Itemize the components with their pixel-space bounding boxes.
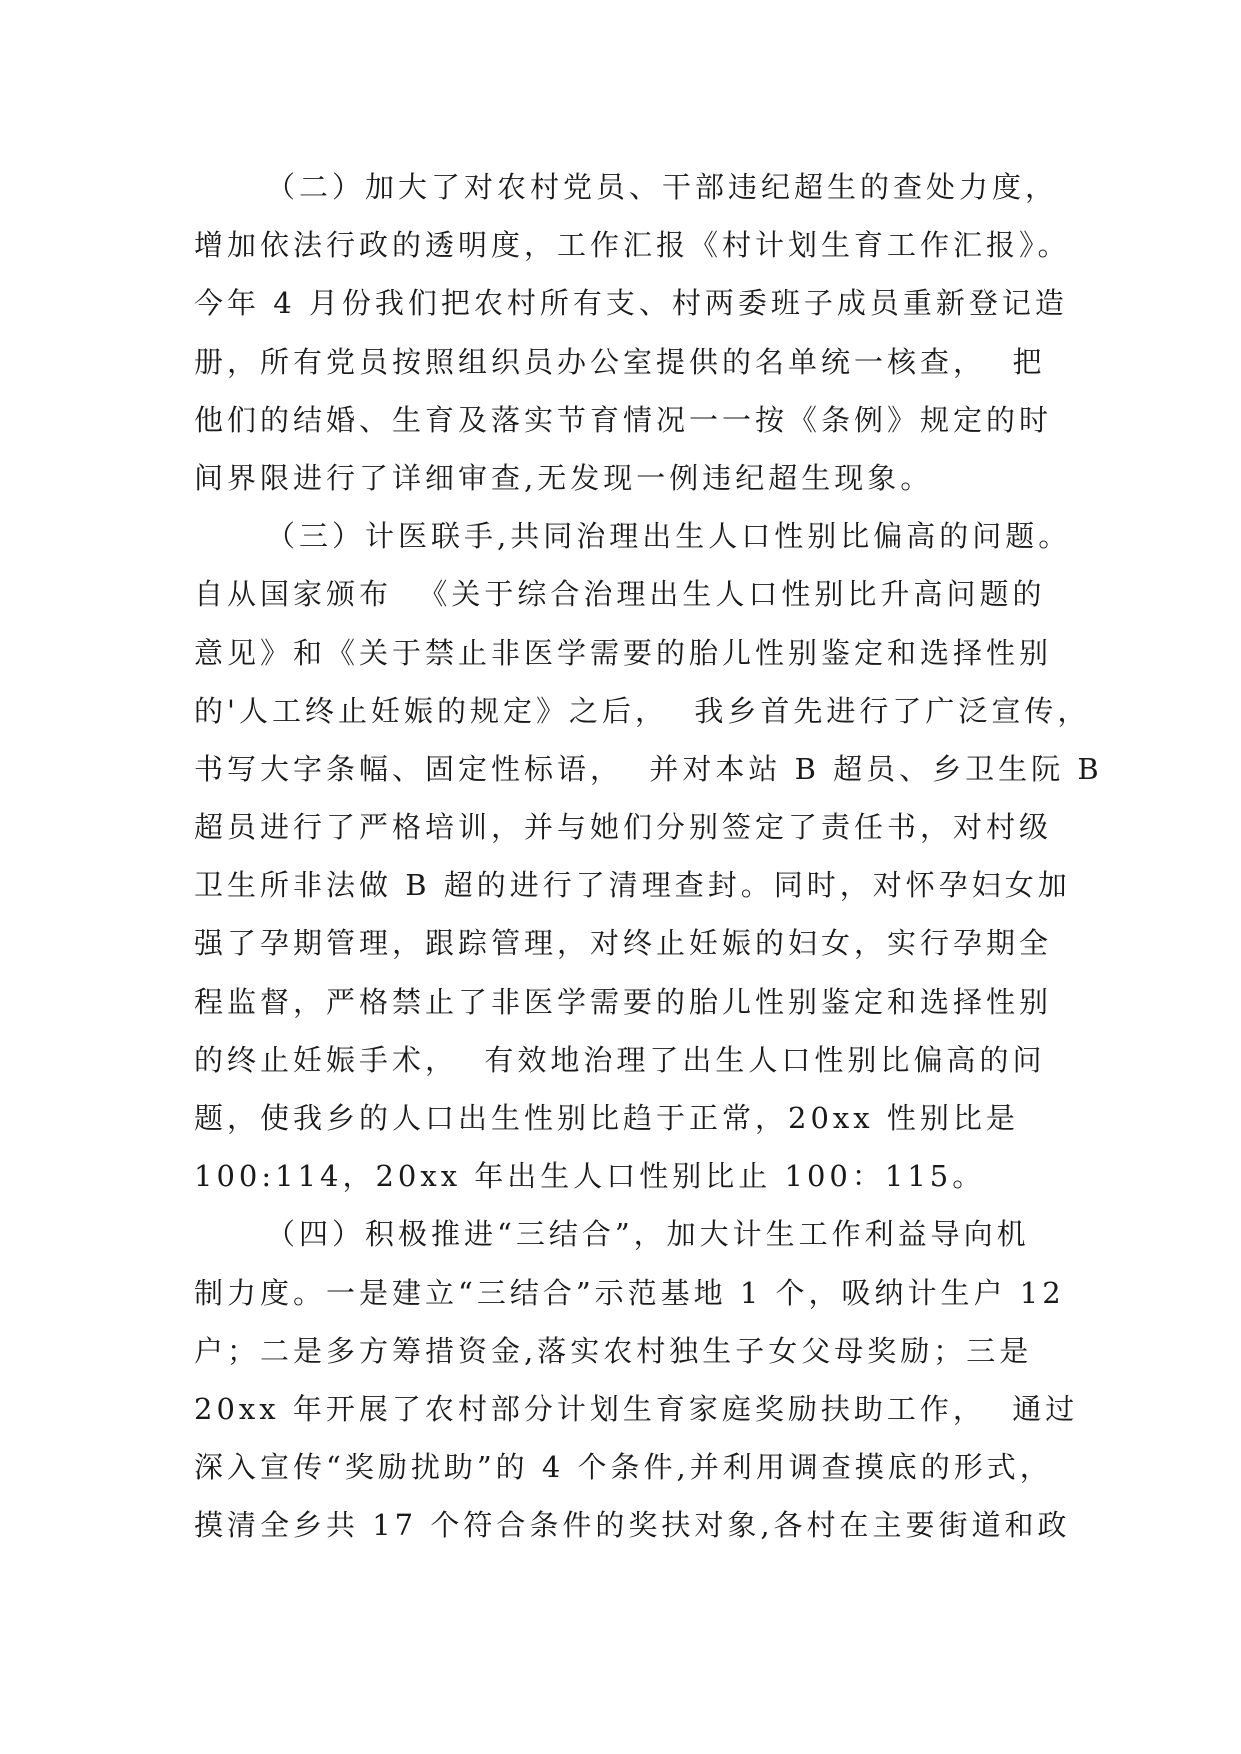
paragraph-3-line: 程监督，严格禁止了非医学需要的胎儿性别鉴定和选择性别: [194, 984, 1053, 1019]
paragraph-3-line: 超员进行了严格培训，并与她们分别签定了责任书，对村级: [194, 810, 1053, 845]
paragraph-2-line: 间界限进行了详细审查,无发现一例违纪超生现象。: [194, 460, 934, 495]
paragraph-4-line: 20xx 年开展了农村部分计划生育家庭奖励扶助工作， 通过: [194, 1391, 1079, 1426]
paragraph-2-line: 册，所有党员按照组织员办公室提供的名单统一核查， 把: [194, 344, 1046, 379]
paragraph-2-line: 今年 4 月份我们把农村所有支、村两委班子成员重新登记造: [194, 286, 1068, 321]
paragraph-3-line: 书写大字条幅、固定性标语， 并对本站 B 超员、乡卫生阮 B: [194, 751, 1103, 786]
paragraph-2-line: （二）加大了对农村党员、干部违纪超生的查处力度，: [266, 170, 1059, 204]
paragraph-3-line: 题，使我乡的人口出生性别比趋于正常，20xx 性别比是: [194, 1101, 1019, 1135]
paragraph-3-line: 的终止妊娠手术， 有效地治理了出生人口性别比偏高的问: [194, 1042, 1046, 1077]
paragraph-4-line: 制力度。一是建立“三结合”示范基地 1 个，吸纳计生户 12: [194, 1275, 1065, 1310]
paragraph-4-line: （四）积极推进“三结合”，加大计生工作利益导向机: [266, 1217, 1030, 1252]
paragraph-2-line: 他们的结婚、生育及落实节育情况一一按《条例》规定的时: [194, 402, 1053, 437]
paragraph-3-line: 意见》和《关于禁止非医学需要的胎儿性别鉴定和选择性别: [194, 635, 1053, 670]
paragraph-4-line: 户；二是多方筹措资金,落实农村独生子女父母奖励；三是: [194, 1333, 1033, 1368]
paragraph-3-line: （三）计医联手,共同治理出生人口性别比偏高的问题。: [266, 519, 1072, 554]
paragraph-3-line: 卫生所非法做 B 超的进行了清理查封。同时，对怀孕妇女加: [194, 868, 1071, 903]
paragraph-4-line: 深入宣传“奖励扰助”的 4 个条件,并利用调查摸底的形式，: [194, 1450, 1053, 1485]
body-text: [194, 158, 1103, 1555]
paragraph-3-line: 自从国家颁布 《关于综合治理出生人口性别比升高问题的: [194, 577, 1046, 612]
paragraph-3-line: 强了孕期管理，跟踪管理，对终止妊娠的妇女，实行孕期全: [194, 926, 1053, 961]
paragraph-3-line: 100:114，20xx 年出生人口性别比止 100：115。: [194, 1159, 986, 1194]
paragraph-2-line: 增加依法行政的透明度，工作汇报《村计划生育工作汇报》。: [194, 228, 1071, 263]
paragraph-4-line: 摸清全乡共 17 个符合条件的奖扶对象,各村在主要街道和政: [194, 1508, 1071, 1543]
paragraph-3-line: 的'人工终止妊娠的规定》之后， 我乡首先进行了广泛宣传，: [194, 693, 1091, 728]
